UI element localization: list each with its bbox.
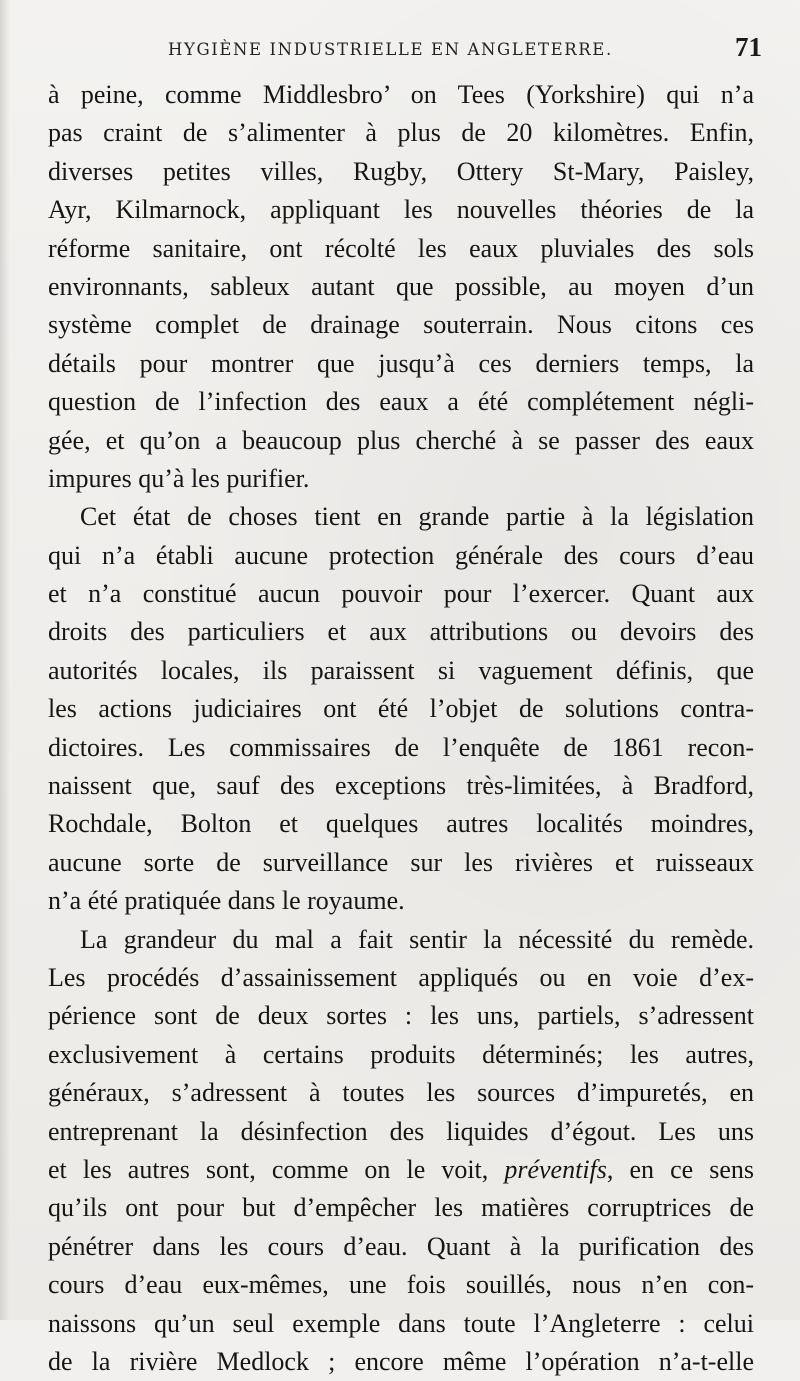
body-text <box>48 76 754 1381</box>
text-line: périence sont de deux sortes : les uns, partiels, s’adressent <box>48 1001 754 1031</box>
text-line: question de l’infection des eaux a été complétement négli- <box>48 387 754 417</box>
text-line: les actions judiciaires ont été l’objet de solutions contra- <box>48 694 754 724</box>
text-line: système complet de drainage souterrain. Nous citons ces <box>48 310 754 340</box>
text-line: Ayr, Kilmarnock, appliquant les nouvelles théories de la <box>48 195 754 225</box>
text-line: et n’a constitué aucun pouvoir pour l’exercer. Quant aux <box>48 579 754 609</box>
text-line: entreprenant la désinfection des liquides d’égout. Les uns <box>48 1116 754 1146</box>
page-header <box>48 32 762 72</box>
paragraph <box>48 76 754 498</box>
text-line: diverses petites villes, Rugby, Ottery St-Mary, Paisley, <box>48 156 754 186</box>
text-line: de la rivière Medlock ; encore même l’opération n’a-t-elle <box>48 1346 754 1376</box>
paragraph <box>48 921 754 1381</box>
text-line: La grandeur du mal a fait sentir la nécessité du remède. <box>80 924 754 954</box>
emphasized-word: préventifs <box>504 1154 607 1184</box>
text-line: Rochdale, Bolton et quelques autres localités moindres, <box>48 809 754 839</box>
text-line: dictoires. Les commissaires de l’enquête de 1861 recon- <box>48 732 754 762</box>
paragraph <box>48 498 754 920</box>
text-line: cours d’eau eux-mêmes, une fois souillés, nous n’en con- <box>48 1270 754 1300</box>
text-line: qui n’a établi aucune protection générale des cours d’eau <box>48 540 754 570</box>
text-line: généraux, s’adressent à toutes les sources d’impuretés, en <box>48 1078 754 1108</box>
text-line: réforme sanitaire, ont récolté les eaux pluviales des sols <box>48 233 754 263</box>
text-line: et les autres sont, comme on le voit, préventifs, en ce sens <box>48 1154 754 1184</box>
text-line: autorités locales, ils paraissent si vaguement définis, que <box>48 655 754 685</box>
text-line: Les procédés d’assainissement appliqués ou en voie d’ex- <box>48 962 754 992</box>
text-line: environnants, sableux autant que possible, au moyen d’un <box>48 271 754 301</box>
text-line: exclusivement à certains produits déterminés; les autres, <box>48 1039 754 1069</box>
text-line: aucune sorte de surveillance sur les rivières et ruisseaux <box>48 847 754 877</box>
text-line: gée, et qu’on a beaucoup plus cherché à se passer des eaux <box>48 425 754 455</box>
running-head: HYGIÈNE INDUSTRIELLE EN ANGLETERRE. <box>168 40 613 59</box>
text-line: pénétrer dans les cours d’eau. Quant à la purification des <box>48 1231 754 1261</box>
text-line: impures qu’à les purifier. <box>48 463 310 493</box>
text-line: droits des particuliers et aux attributions ou devoirs des <box>48 617 754 647</box>
page-number: 71 <box>735 32 762 62</box>
text-line: naissent que, sauf des exceptions très-limitées, à Bradford, <box>48 771 754 801</box>
page-edge-shadow <box>0 0 10 1320</box>
text-line: qu’ils ont pour but d’empêcher les matières corruptrices de <box>48 1193 754 1223</box>
text-line: naissons qu’un seul exemple dans toute l’Angleterre : celui <box>48 1308 754 1338</box>
text-line: à peine, comme Middlesbro’ on Tees (Yorkshire) qui n’a <box>48 80 754 109</box>
text-line: Cet état de choses tient en grande partie à la législation <box>80 502 754 532</box>
text-line: pas craint de s’alimenter à plus de 20 kilomètres. Enfin, <box>48 118 754 148</box>
text-line: n’a été pratiquée dans le royaume. <box>48 886 405 916</box>
text-line: détails pour montrer que jusqu’à ces derniers temps, la <box>48 348 754 378</box>
